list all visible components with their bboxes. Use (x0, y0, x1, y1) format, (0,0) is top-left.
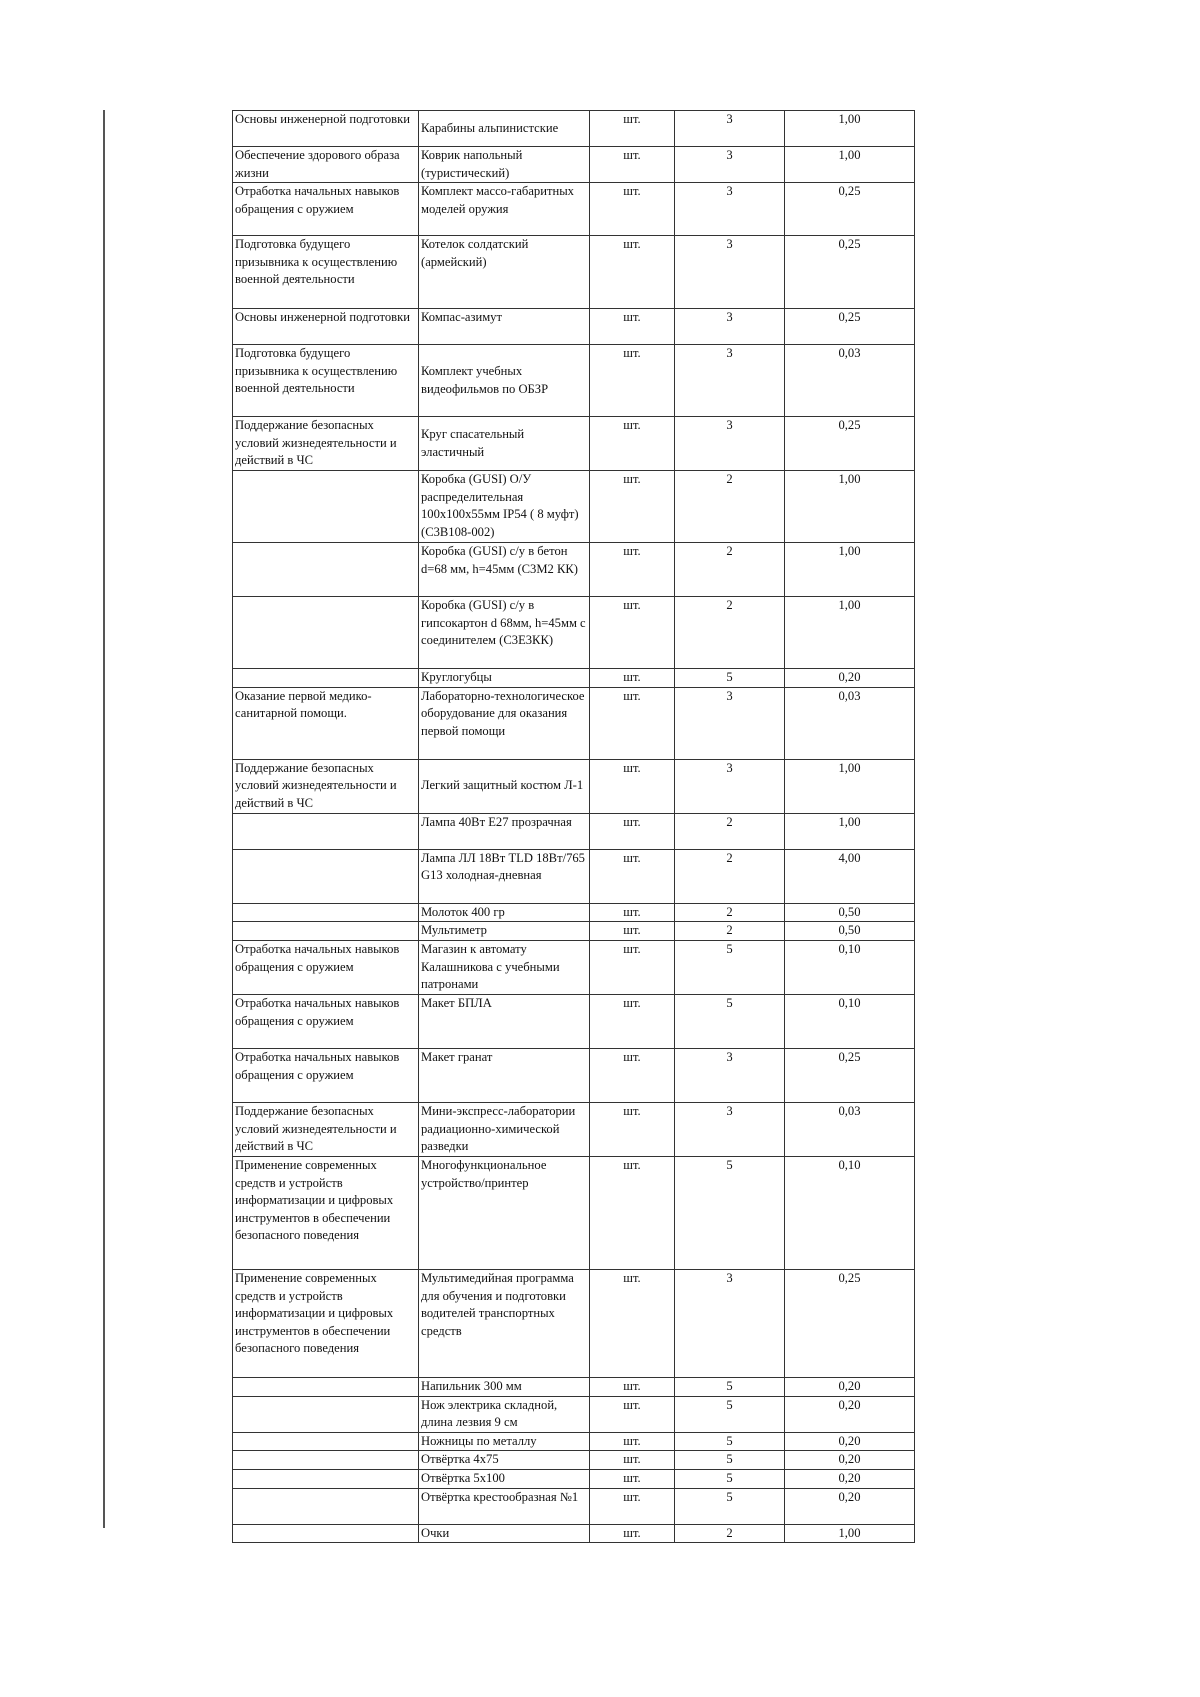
coef-cell: 0,20 (785, 1396, 915, 1432)
table-row (233, 1451, 915, 1470)
table-row (233, 994, 915, 1048)
table-row (233, 147, 915, 183)
section-cell: Основы инженерной подготовки (233, 111, 419, 147)
coef-cell: 0,50 (785, 903, 915, 922)
item-cell: Отвёртка крестообразная №1 (419, 1488, 590, 1524)
item-cell: Мультиметр (419, 922, 590, 941)
unit-cell: шт. (590, 1432, 675, 1451)
section-cell (233, 1488, 419, 1524)
section-cell (233, 1432, 419, 1451)
equipment-table (232, 110, 915, 1543)
unit-cell: шт. (590, 813, 675, 849)
qty-cell: 3 (675, 1048, 785, 1102)
qty-cell: 5 (675, 1432, 785, 1451)
unit-cell: шт. (590, 940, 675, 994)
table-row (233, 922, 915, 941)
coef-cell: 0,10 (785, 1156, 915, 1269)
table-row (233, 940, 915, 994)
item-cell: Карабины альпинистские (419, 111, 590, 147)
qty-cell: 3 (675, 183, 785, 236)
item-cell: Круглогубцы (419, 669, 590, 688)
section-cell: Поддержание безопасных условий жизнедеятельности и действий в ЧС (233, 417, 419, 471)
item-cell: Очки (419, 1524, 590, 1543)
qty-cell: 2 (675, 597, 785, 669)
section-cell: Основы инженерной подготовки (233, 309, 419, 345)
section-cell: Отработка начальных навыков обращения с оружием (233, 183, 419, 236)
unit-cell: шт. (590, 759, 675, 813)
unit-cell: шт. (590, 922, 675, 941)
item-cell: Лампа ЛЛ 18Вт TLD 18Вт/765 G13 холодная-дневная (419, 849, 590, 903)
unit-cell: шт. (590, 849, 675, 903)
unit-cell: шт. (590, 183, 675, 236)
unit-cell: шт. (590, 994, 675, 1048)
unit-cell: шт. (590, 471, 675, 543)
qty-cell: 3 (675, 687, 785, 759)
qty-cell: 3 (675, 111, 785, 147)
table-row (233, 471, 915, 543)
table-row (233, 1396, 915, 1432)
coef-cell: 0,25 (785, 183, 915, 236)
section-cell (233, 1396, 419, 1432)
qty-cell: 2 (675, 543, 785, 597)
item-cell: Комплект учебных видеофильмов по ОБЗР (419, 345, 590, 417)
table-row (233, 345, 915, 417)
coef-cell: 0,03 (785, 1102, 915, 1156)
unit-cell: шт. (590, 1269, 675, 1377)
item-cell: Легкий защитный костюм Л-1 (419, 759, 590, 813)
table-row (233, 236, 915, 309)
qty-cell: 5 (675, 1377, 785, 1396)
unit-cell: шт. (590, 1396, 675, 1432)
item-cell: Отвёртка 4х75 (419, 1451, 590, 1470)
table-row (233, 1524, 915, 1543)
item-cell: Ножницы по металлу (419, 1432, 590, 1451)
coef-cell: 0,25 (785, 417, 915, 471)
unit-cell: шт. (590, 669, 675, 688)
table-row (233, 1048, 915, 1102)
coef-cell: 0,10 (785, 940, 915, 994)
unit-cell: шт. (590, 1156, 675, 1269)
qty-cell: 5 (675, 1469, 785, 1488)
section-cell (233, 669, 419, 688)
item-cell: Макет БПЛА (419, 994, 590, 1048)
section-cell (233, 849, 419, 903)
item-cell: Круг спасательный эластичный (419, 417, 590, 471)
qty-cell: 5 (675, 1396, 785, 1432)
unit-cell: шт. (590, 1048, 675, 1102)
qty-cell: 3 (675, 236, 785, 309)
qty-cell: 5 (675, 669, 785, 688)
section-cell: Подготовка будущего призывника к осуществлению военной деятельности (233, 345, 419, 417)
section-cell: Обеспечение здорового образа жизни (233, 147, 419, 183)
table-row (233, 1269, 915, 1377)
item-cell: Коврик напольный (туристический) (419, 147, 590, 183)
item-cell: Магазин к автомату Калашникова с учебными патронами (419, 940, 590, 994)
item-cell: Нож электрика складной, длина лезвия 9 см (419, 1396, 590, 1432)
item-cell: Макет гранат (419, 1048, 590, 1102)
coef-cell: 1,00 (785, 111, 915, 147)
table-row (233, 813, 915, 849)
coef-cell: 1,00 (785, 543, 915, 597)
qty-cell: 5 (675, 940, 785, 994)
section-cell (233, 922, 419, 941)
unit-cell: шт. (590, 1377, 675, 1396)
table-row (233, 1469, 915, 1488)
unit-cell: шт. (590, 236, 675, 309)
coef-cell: 0,25 (785, 1269, 915, 1377)
qty-cell: 3 (675, 759, 785, 813)
item-cell: Комплект массо-габаритных моделей оружия (419, 183, 590, 236)
section-cell (233, 471, 419, 543)
section-cell: Оказание первой медико-санитарной помощи. (233, 687, 419, 759)
section-cell: Отработка начальных навыков обращения с оружием (233, 1048, 419, 1102)
section-cell (233, 903, 419, 922)
unit-cell: шт. (590, 1451, 675, 1470)
qty-cell: 2 (675, 471, 785, 543)
item-cell: Мини-экспресс-лаборатории радиационно-химической разведки (419, 1102, 590, 1156)
table-row (233, 903, 915, 922)
item-cell: Напильник 300 мм (419, 1377, 590, 1396)
coef-cell: 0,25 (785, 236, 915, 309)
coef-cell: 4,00 (785, 849, 915, 903)
item-cell: Коробка (GUSI) О/У распределительная 100x100x55мм IP54 ( 8 муфт) (С3В108-002) (419, 471, 590, 543)
coef-cell: 1,00 (785, 813, 915, 849)
table-row (233, 597, 915, 669)
table-row (233, 1102, 915, 1156)
qty-cell: 5 (675, 1451, 785, 1470)
qty-cell: 2 (675, 922, 785, 941)
item-cell: Многофункциональное устройство/принтер (419, 1156, 590, 1269)
section-cell: Поддержание безопасных условий жизнедеятельности и действий в ЧС (233, 1102, 419, 1156)
unit-cell: шт. (590, 687, 675, 759)
coef-cell: 0,20 (785, 1432, 915, 1451)
coef-cell: 1,00 (785, 1524, 915, 1543)
coef-cell: 1,00 (785, 147, 915, 183)
item-cell: Молоток 400 гр (419, 903, 590, 922)
coef-cell: 1,00 (785, 471, 915, 543)
coef-cell: 0,20 (785, 1469, 915, 1488)
qty-cell: 3 (675, 345, 785, 417)
qty-cell: 3 (675, 1269, 785, 1377)
item-cell: Лампа 40Вт Е27 прозрачная (419, 813, 590, 849)
table-row (233, 687, 915, 759)
section-cell (233, 543, 419, 597)
qty-cell: 2 (675, 1524, 785, 1543)
item-cell: Котелок солдатский (армейский) (419, 236, 590, 309)
section-cell (233, 1451, 419, 1470)
table-row (233, 309, 915, 345)
unit-cell: шт. (590, 417, 675, 471)
coef-cell: 0,20 (785, 1377, 915, 1396)
coef-cell: 1,00 (785, 759, 915, 813)
table-row (233, 669, 915, 688)
unit-cell: шт. (590, 1469, 675, 1488)
coef-cell: 0,20 (785, 669, 915, 688)
table-row (233, 1488, 915, 1524)
table-row (233, 759, 915, 813)
table-row (233, 111, 915, 147)
table-row (233, 849, 915, 903)
qty-cell: 5 (675, 1488, 785, 1524)
section-cell: Подготовка будущего призывника к осуществлению военной деятельности (233, 236, 419, 309)
section-cell (233, 1524, 419, 1543)
section-cell (233, 597, 419, 669)
coef-cell: 1,00 (785, 597, 915, 669)
section-cell: Применение современных средств и устройств информатизации и цифровых инструментов в обеспечении безопасного поведения (233, 1156, 419, 1269)
left-margin-rule (103, 110, 105, 1528)
coef-cell: 0,25 (785, 309, 915, 345)
table-row (233, 417, 915, 471)
qty-cell: 3 (675, 417, 785, 471)
coef-cell: 0,03 (785, 345, 915, 417)
unit-cell: шт. (590, 597, 675, 669)
item-cell: Отвёртка 5х100 (419, 1469, 590, 1488)
unit-cell: шт. (590, 1488, 675, 1524)
section-cell: Применение современных средств и устройств информатизации и цифровых инструментов в обеспечении безопасного поведения (233, 1269, 419, 1377)
qty-cell: 5 (675, 1156, 785, 1269)
coef-cell: 0,20 (785, 1488, 915, 1524)
table-row (233, 1377, 915, 1396)
unit-cell: шт. (590, 147, 675, 183)
qty-cell: 3 (675, 1102, 785, 1156)
section-cell: Поддержание безопасных условий жизнедеятельности и действий в ЧС (233, 759, 419, 813)
unit-cell: шт. (590, 309, 675, 345)
qty-cell: 2 (675, 813, 785, 849)
unit-cell: шт. (590, 1524, 675, 1543)
coef-cell: 0,03 (785, 687, 915, 759)
coef-cell: 0,50 (785, 922, 915, 941)
qty-cell: 5 (675, 994, 785, 1048)
coef-cell: 0,20 (785, 1451, 915, 1470)
item-cell: Коробка (GUSI) с/у в бетон d=68 мм, h=45мм (С3М2 КК) (419, 543, 590, 597)
section-cell (233, 813, 419, 849)
table-row (233, 1156, 915, 1269)
unit-cell: шт. (590, 543, 675, 597)
table-row (233, 543, 915, 597)
item-cell: Лабораторно-технологическое оборудование для оказания первой помощи (419, 687, 590, 759)
item-cell: Коробка (GUSI) с/у в гипсокартон d 68мм, h=45мм с соединителем (С3Е3КК) (419, 597, 590, 669)
table-row (233, 183, 915, 236)
qty-cell: 2 (675, 849, 785, 903)
qty-cell: 3 (675, 147, 785, 183)
unit-cell: шт. (590, 903, 675, 922)
coef-cell: 0,25 (785, 1048, 915, 1102)
item-cell: Мультимедийная программа для обучения и подготовки водителей транспортных средств (419, 1269, 590, 1377)
item-cell: Компас-азимут (419, 309, 590, 345)
table-row (233, 1432, 915, 1451)
coef-cell: 0,10 (785, 994, 915, 1048)
section-cell: Отработка начальных навыков обращения с оружием (233, 940, 419, 994)
unit-cell: шт. (590, 345, 675, 417)
qty-cell: 2 (675, 903, 785, 922)
unit-cell: шт. (590, 111, 675, 147)
unit-cell: шт. (590, 1102, 675, 1156)
section-cell (233, 1469, 419, 1488)
qty-cell: 3 (675, 309, 785, 345)
section-cell (233, 1377, 419, 1396)
section-cell: Отработка начальных навыков обращения с оружием (233, 994, 419, 1048)
